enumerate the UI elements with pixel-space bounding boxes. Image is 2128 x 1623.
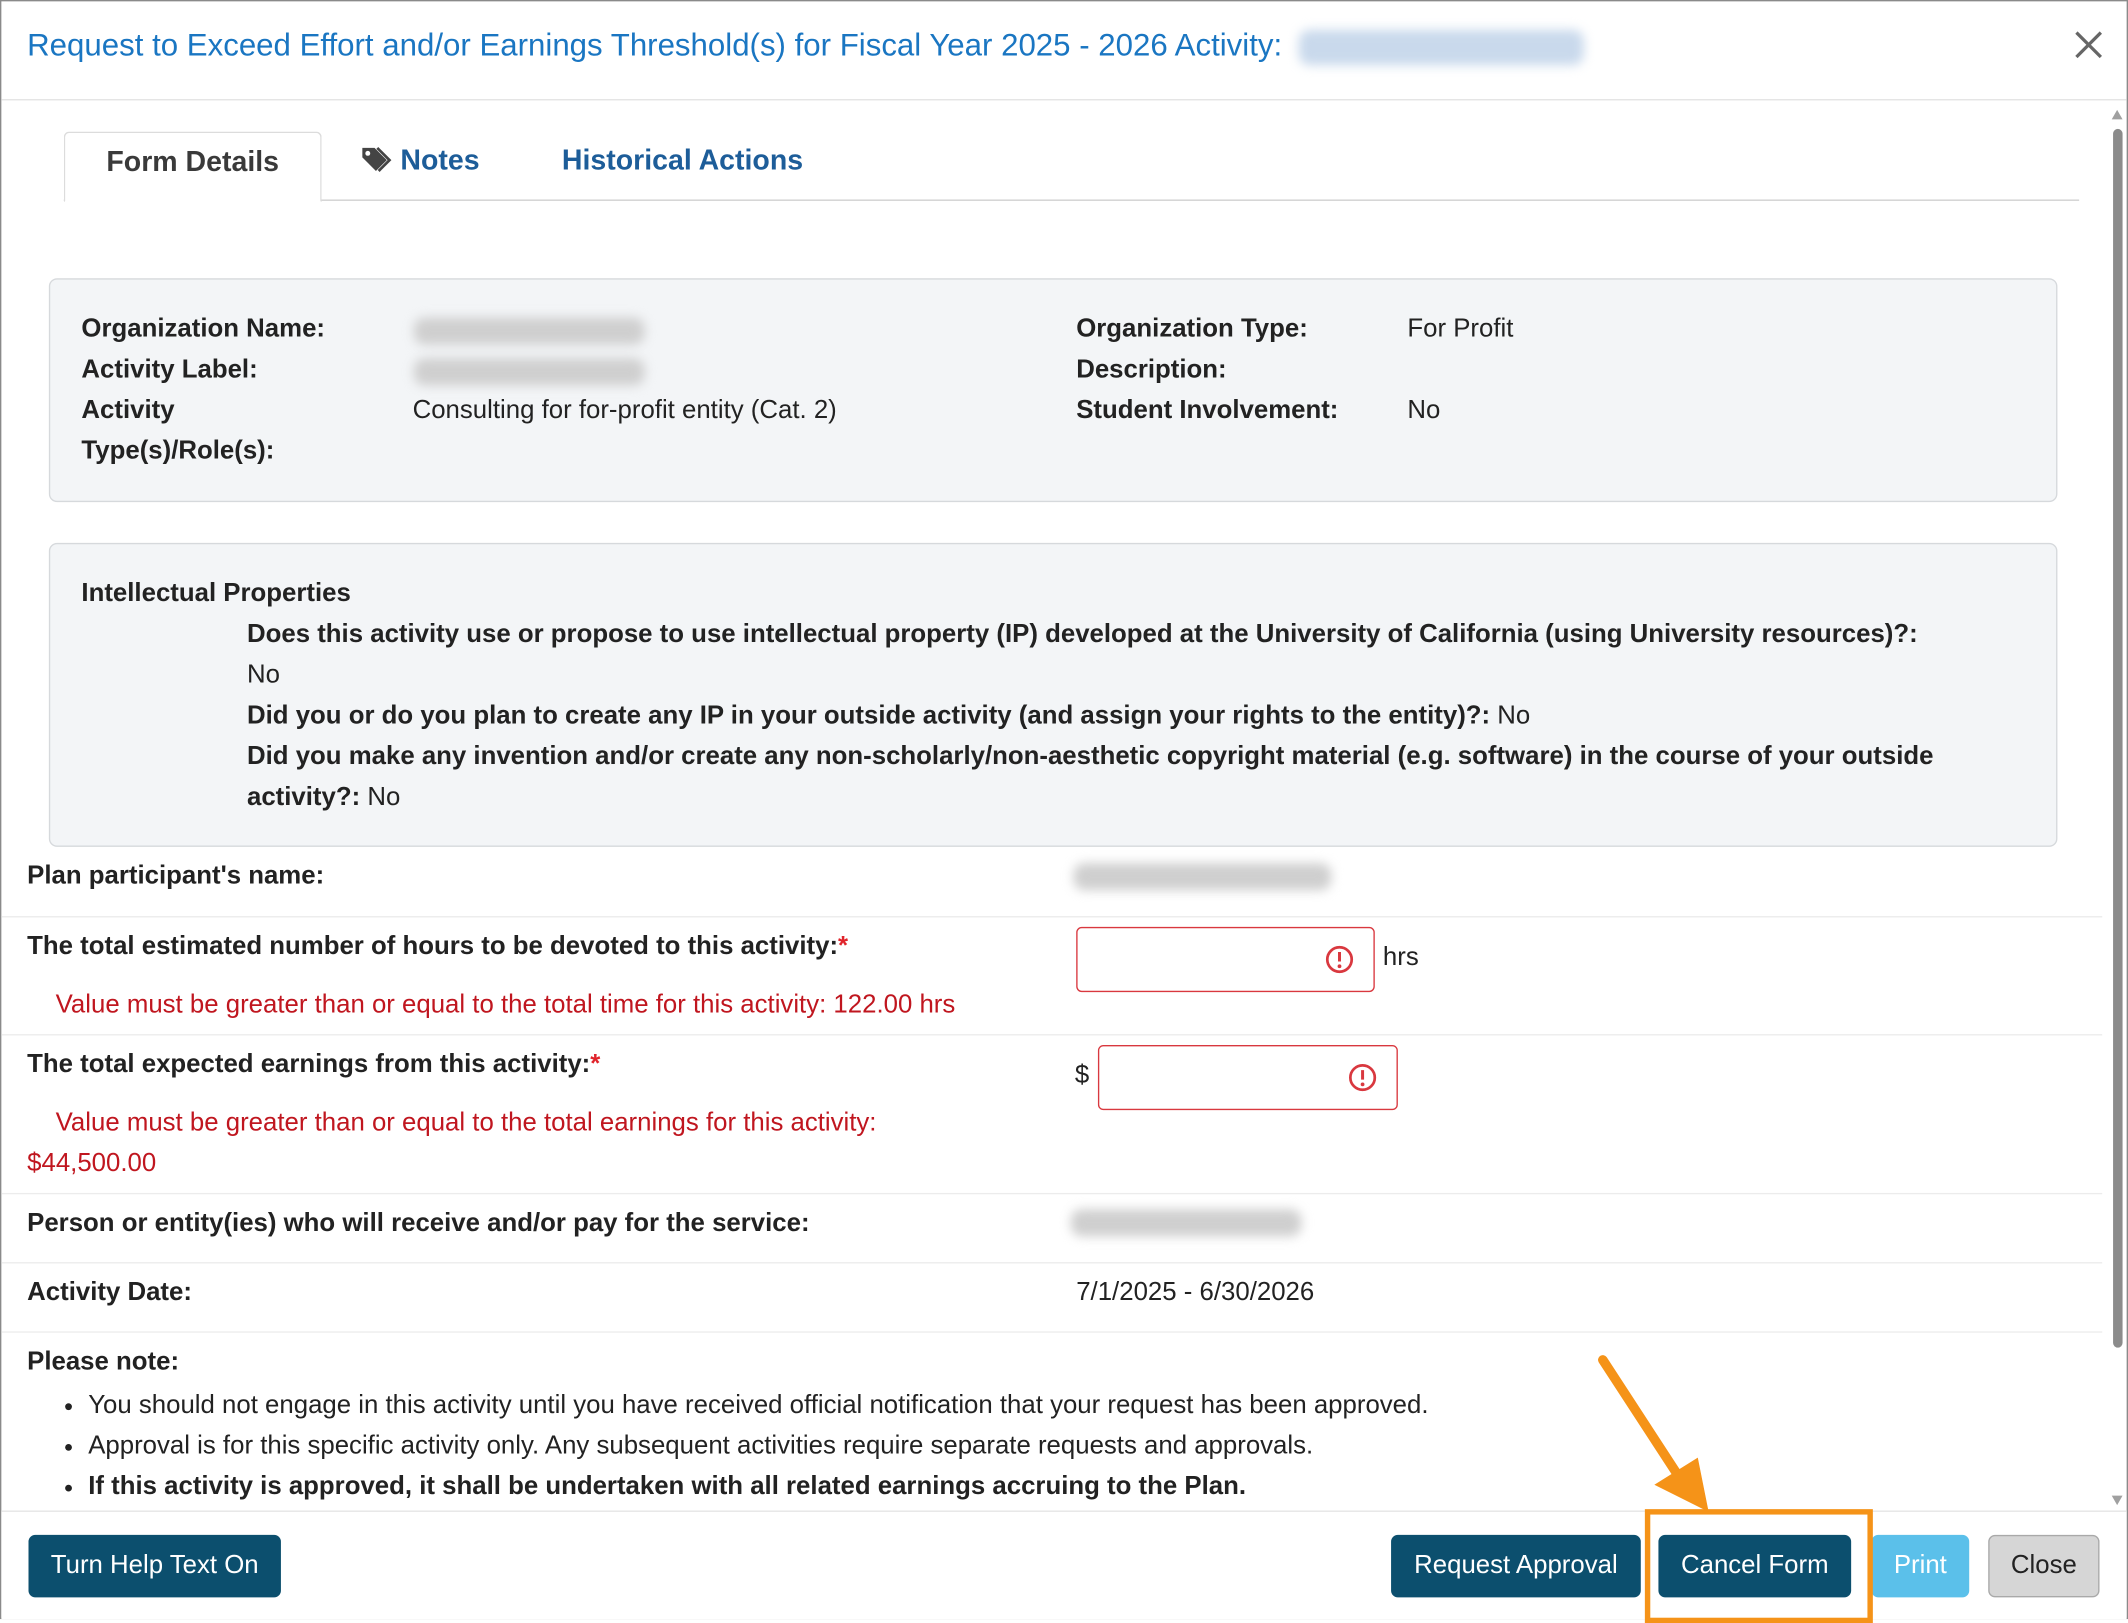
- participant-name-label: Plan participant's name:: [27, 861, 325, 891]
- tab-historical-actions[interactable]: [562, 132, 803, 200]
- row-divider: [1, 1034, 2102, 1035]
- student-involvement-value: No: [1407, 396, 1441, 425]
- currency-prefix: $: [1074, 1061, 1090, 1090]
- tab-form-details[interactable]: [64, 132, 322, 203]
- activity-type-label-cont: Type(s)/Role(s):: [81, 437, 275, 466]
- ip-answer-2: No: [1497, 701, 1531, 731]
- annotation-arrow-icon: [1589, 1352, 1725, 1518]
- scrollbar-thumb[interactable]: [2113, 129, 2123, 1348]
- row-divider: [1, 1193, 2102, 1194]
- note-item: • Approval is for this specific activity only. Any subsequent activities require separate requests and approvals.: [88, 1426, 1428, 1467]
- ip-answer-3: No: [367, 783, 401, 812]
- org-type-label: Organization Type:: [1076, 314, 1308, 344]
- redacted-org-name: [414, 318, 645, 345]
- activity-summary-panel: [49, 278, 2058, 502]
- ip-panel: [49, 543, 2058, 847]
- turn-help-text-on-button[interactable]: Turn Help Text On: [29, 1535, 281, 1597]
- redacted-participant-name: [1074, 863, 1332, 890]
- required-asterisk: *: [590, 1050, 601, 1079]
- required-asterisk: *: [838, 932, 849, 961]
- activity-date-value: 7/1/2025 - 6/30/2026: [1076, 1278, 1315, 1307]
- hours-input[interactable]: [1076, 927, 1375, 992]
- earnings-label: [27, 1050, 600, 1080]
- tab-notes-label: Notes: [400, 145, 480, 177]
- ip-heading: Intellectual Properties: [81, 579, 351, 609]
- earnings-label-text: The total expected earnings from this activity:: [27, 1050, 591, 1079]
- please-note-heading: Please note:: [27, 1347, 180, 1377]
- earnings-error-message: Value must be greater than or equal to the total earnings for this activity:: [55, 1108, 877, 1138]
- tab-historical-actions-label: Historical Actions: [561, 145, 804, 177]
- tab-notes[interactable]: [360, 132, 480, 200]
- activity-type-label: Activity: [81, 396, 175, 425]
- row-divider: [1, 1262, 2102, 1263]
- org-type-value: For Profit: [1407, 314, 1514, 344]
- close-button[interactable]: Close: [1988, 1535, 2099, 1597]
- scroll-down-icon[interactable]: [2112, 1496, 2123, 1506]
- ip-question-2: Did you or do you plan to create any IP in your outside activity (and assign your rights to the entity)?:: [247, 701, 1491, 731]
- org-name-label: Organization Name:: [81, 314, 326, 344]
- scroll-up-icon[interactable]: [2112, 110, 2123, 120]
- request-approval-button[interactable]: Request Approval: [1391, 1535, 1641, 1597]
- hours-unit-label: hrs: [1382, 943, 1419, 972]
- ip-row-2: [247, 702, 1530, 732]
- activity-date-label: Activity Date:: [27, 1278, 192, 1307]
- cancel-form-button[interactable]: Cancel Form: [1658, 1535, 1851, 1597]
- ip-question-3-cont: activity?:: [247, 783, 361, 812]
- note-item: • You should not engage in this activity until you have received official notification that your request has been approved.: [88, 1386, 1428, 1427]
- scrollbar[interactable]: [2109, 102, 2125, 1508]
- tab-bar: [64, 132, 2079, 201]
- activity-type-value: Consulting for for-profit entity (Cat. 2): [412, 396, 837, 425]
- tab-form-details-label: Form Details: [106, 146, 280, 178]
- close-x-icon[interactable]: [2070, 26, 2108, 64]
- hours-label-text: The total estimated number of hours to be devoted to this activity:: [27, 932, 839, 961]
- ip-question-3: Did you make any invention and/or create any non-scholarly/non-aesthetic copyright material (e.g. software) in the course of your outside: [247, 742, 1934, 771]
- print-button[interactable]: Print: [1872, 1535, 1970, 1597]
- tags-icon: [360, 144, 393, 174]
- redacted-activity-name: [1299, 30, 1584, 65]
- dialog-header: [1, 1, 2126, 100]
- redacted-activity-label: [414, 358, 645, 385]
- redacted-payer-name: [1071, 1209, 1302, 1236]
- please-note-list: [61, 1386, 1428, 1508]
- earnings-input[interactable]: [1098, 1045, 1398, 1110]
- earnings-error-amount: $44,500.00: [27, 1149, 157, 1179]
- row-divider: [1, 1331, 2102, 1332]
- payer-label: Person or entity(ies) who will receive and/or pay for the service:: [27, 1209, 810, 1238]
- hours-label: [27, 932, 848, 962]
- note-item-bold: • If this activity is approved, it shall be undertaken with all related earnings accruing to the Plan.: [88, 1467, 1428, 1508]
- dialog-title: [27, 27, 1584, 65]
- student-involvement-label: Student Involvement:: [1076, 396, 1339, 425]
- hours-error-message: Value must be greater than or equal to the total time for this activity: 122.00 hrs: [55, 990, 956, 1020]
- row-divider: [1, 916, 2102, 917]
- dialog-footer: [1, 1511, 2126, 1620]
- error-exclamation-icon: [1325, 945, 1355, 975]
- ip-row-3: [247, 783, 400, 813]
- description-label: Description:: [1076, 355, 1227, 385]
- ip-answer-1: No: [247, 660, 280, 690]
- ip-question-1: Does this activity use or propose to use intellectual property (IP) developed at the University of California (using University resources)?:: [247, 620, 1918, 649]
- dialog-title-text: Request to Exceed Effort and/or Earnings Threshold(s) for Fiscal Year 2025 - 2026 Activity:: [27, 27, 1283, 63]
- error-exclamation-icon: [1348, 1063, 1378, 1093]
- activity-label-label: Activity Label:: [81, 355, 258, 385]
